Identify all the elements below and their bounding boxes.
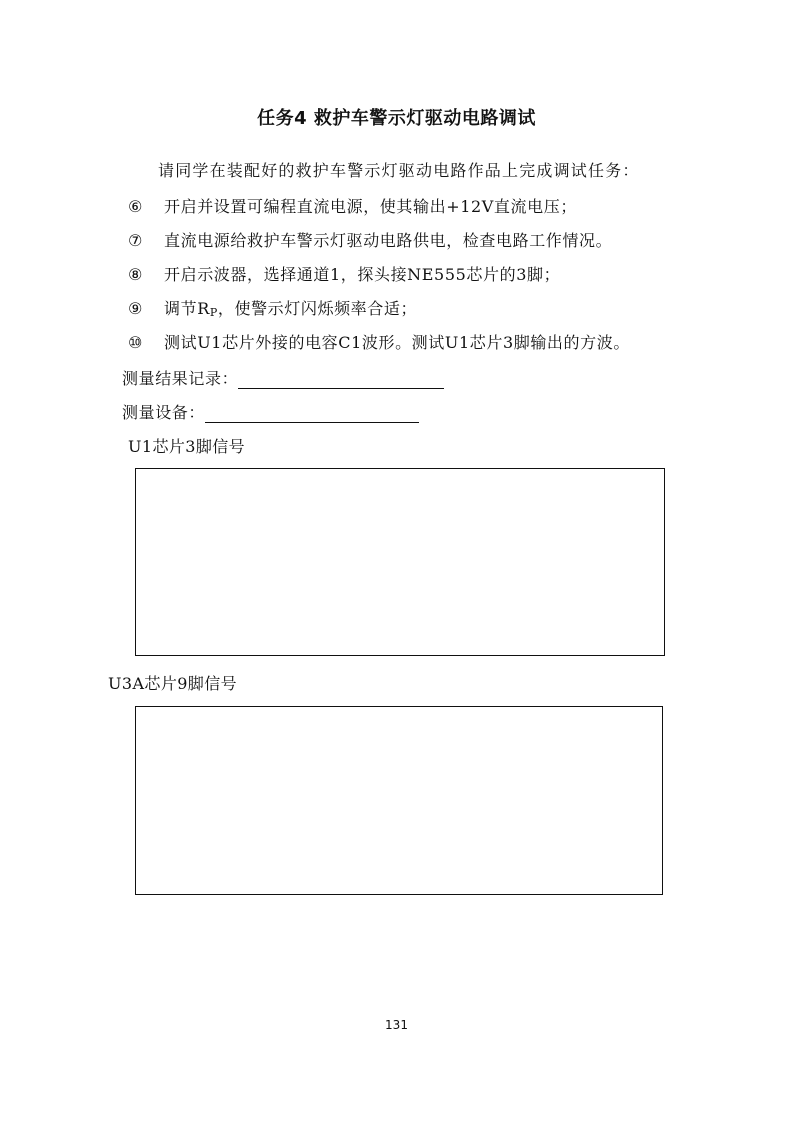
step-number: ⑥ (128, 197, 143, 216)
step-9 (128, 296, 417, 319)
step-text-after: ，使警示灯闪烁频率合适； (217, 299, 418, 318)
equipment-field (122, 400, 419, 423)
result-record-label: 测量结果记录： (122, 369, 239, 388)
u3a-signal-caption: U3A芯片9脚信号 (108, 674, 237, 693)
result-record-field (122, 366, 444, 389)
step-number: ⑦ (128, 231, 143, 250)
step-number: ⑧ (128, 265, 143, 284)
u3a-signal-box (135, 706, 663, 895)
step-number: ⑨ (128, 299, 143, 318)
step-text: 开启示波器，选择通道1，探头接NE555芯片的3脚； (164, 265, 561, 284)
page-number: 131 (385, 1018, 408, 1032)
step-text-before: 调节R (164, 299, 210, 318)
step-text: 测试U1芯片外接的电容C1波形。测试U1芯片3脚输出的方波。 (164, 333, 630, 352)
result-record-blank[interactable] (238, 372, 444, 389)
equipment-blank[interactable] (205, 406, 419, 423)
equipment-label: 测量设备： (122, 403, 206, 422)
step-number: ⑩ (128, 333, 143, 352)
step-subscript: P (209, 306, 218, 319)
step-8 (128, 262, 560, 285)
intro-text: 请同学在装配好的救护车警示灯驱动电路作品上完成调试任务： (158, 161, 640, 180)
u1-signal-caption: U1芯片3脚信号 (128, 437, 246, 456)
step-7 (128, 228, 612, 251)
step-6 (128, 194, 577, 217)
u1-signal-box (135, 468, 665, 656)
step-text: 开启并设置可编程直流电源，使其输出+12V直流电压； (164, 197, 577, 216)
step-text: 直流电源给救护车警示灯驱动电路供电，检查电路工作情况。 (164, 231, 613, 250)
step-10 (128, 330, 630, 353)
page-title: 任务4 救护车警示灯驱动电路调试 (257, 108, 536, 129)
